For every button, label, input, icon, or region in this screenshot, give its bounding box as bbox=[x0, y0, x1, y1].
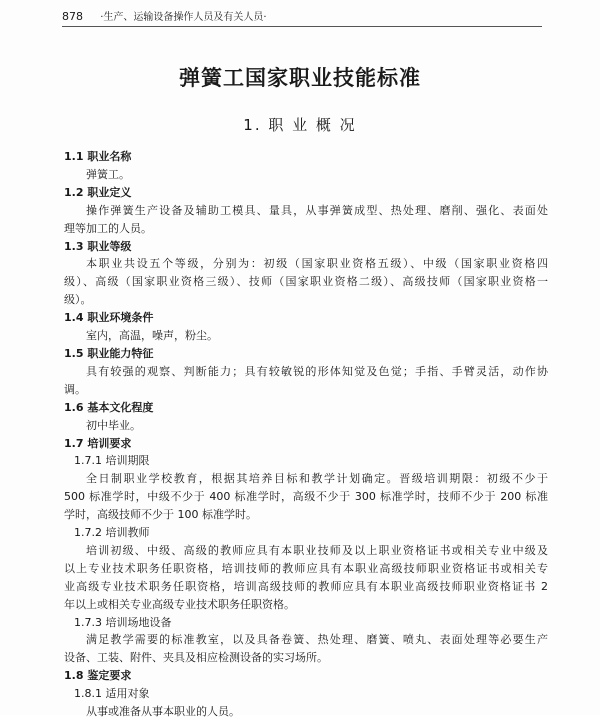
text-line: 初中毕业。 bbox=[86, 418, 141, 432]
text-line: 以上专业技术职务任职资格，培训技师的教师应具有本职业高级技师职业资格证书或相关专 bbox=[64, 561, 548, 575]
text-line: 1.7.2 培训教师 bbox=[74, 526, 150, 540]
text-line: 具有较强的观察、判断能力；具有较敏锐的形体知觉及色觉；手指、手臂灵活，动作协 bbox=[86, 364, 548, 378]
running-header bbox=[62, 8, 542, 27]
section-heading: 1.5 职业能力特征 bbox=[64, 346, 154, 360]
page-number: 878 bbox=[62, 10, 83, 23]
section-heading: 1.7 培训要求 bbox=[64, 436, 132, 450]
text-line: 年以上或相关专业高级专业技术职务任职资格。 bbox=[64, 597, 295, 611]
text-line: 级）、高级（国家职业资格三级）、技师（国家职业资格二级）、高级技师（国家职业资格一 bbox=[64, 275, 548, 289]
text-line: 设备、工装、附件、夹具及相应检测设备的实习场所。 bbox=[64, 651, 328, 665]
document-title: 弹簧工国家职业技能标准 bbox=[179, 65, 421, 90]
text-line: 从事或准备从事本职业的人员。 bbox=[86, 705, 240, 719]
text-line: 培训初级、中级、高级的教师应具有本职业技师及以上职业资格证书或相关专业中级及 bbox=[86, 543, 548, 557]
text-line: 级）。 bbox=[64, 293, 92, 307]
section-heading: 1.8 鉴定要求 bbox=[64, 669, 132, 683]
text-line: 学时，高级技师不少于 100 标准学时。 bbox=[64, 508, 257, 522]
text-line: 室内，高温，噪声，粉尘。 bbox=[86, 329, 218, 343]
section-heading: 1.6 基本文化程度 bbox=[64, 400, 154, 414]
text-line: 1.7.3 培训场地设备 bbox=[74, 615, 172, 629]
text-line: 理等加工的人员。 bbox=[64, 221, 152, 235]
running-title: ·生产、运输设备操作人员及有关人员· bbox=[100, 12, 267, 23]
section-heading: 1.3 职业等级 bbox=[64, 239, 132, 253]
text-line: 500 标准学时，中级不少于 400 标准学时，高级不少于 300 标准学时，技师不少于 200 标准 bbox=[64, 490, 548, 504]
text-line: 全日制职业学校教育，根据其培养目标和教学计划确定。晋级培训期限：初级不少于 bbox=[86, 472, 548, 486]
section-heading: 1.1 职业名称 bbox=[64, 150, 132, 163]
section-heading: 1.4 职业环境条件 bbox=[64, 311, 154, 325]
text-line: 弹簧工。 bbox=[86, 167, 130, 181]
text-line: 1.8.1 适用对象 bbox=[74, 687, 150, 701]
chapter-heading: 1. 职 业 概 况 bbox=[243, 116, 357, 134]
text-line: 业高级专业技术职务任职资格，培训高级技师的教师应具有本职业高级技师职业资格证书 2 bbox=[64, 579, 548, 593]
body-text bbox=[64, 148, 548, 721]
text-line: 1.7.1 培训期限 bbox=[74, 454, 150, 468]
section-heading: 1.2 职业定义 bbox=[64, 185, 132, 199]
text-line: 本职业共设五个等级，分别为：初级（国家职业资格五级）、中级（国家职业资格四 bbox=[86, 257, 548, 271]
text-line: 满足教学需要的标准教室，以及具备卷簧、热处理、磨簧、喷丸、表面处理等必要生产 bbox=[86, 633, 548, 647]
text-line: 操作弹簧生产设备及辅助工模具、量具，从事弹簧成型、热处理、磨削、强化、表面处 bbox=[86, 203, 548, 217]
text-line: 调。 bbox=[64, 382, 86, 396]
